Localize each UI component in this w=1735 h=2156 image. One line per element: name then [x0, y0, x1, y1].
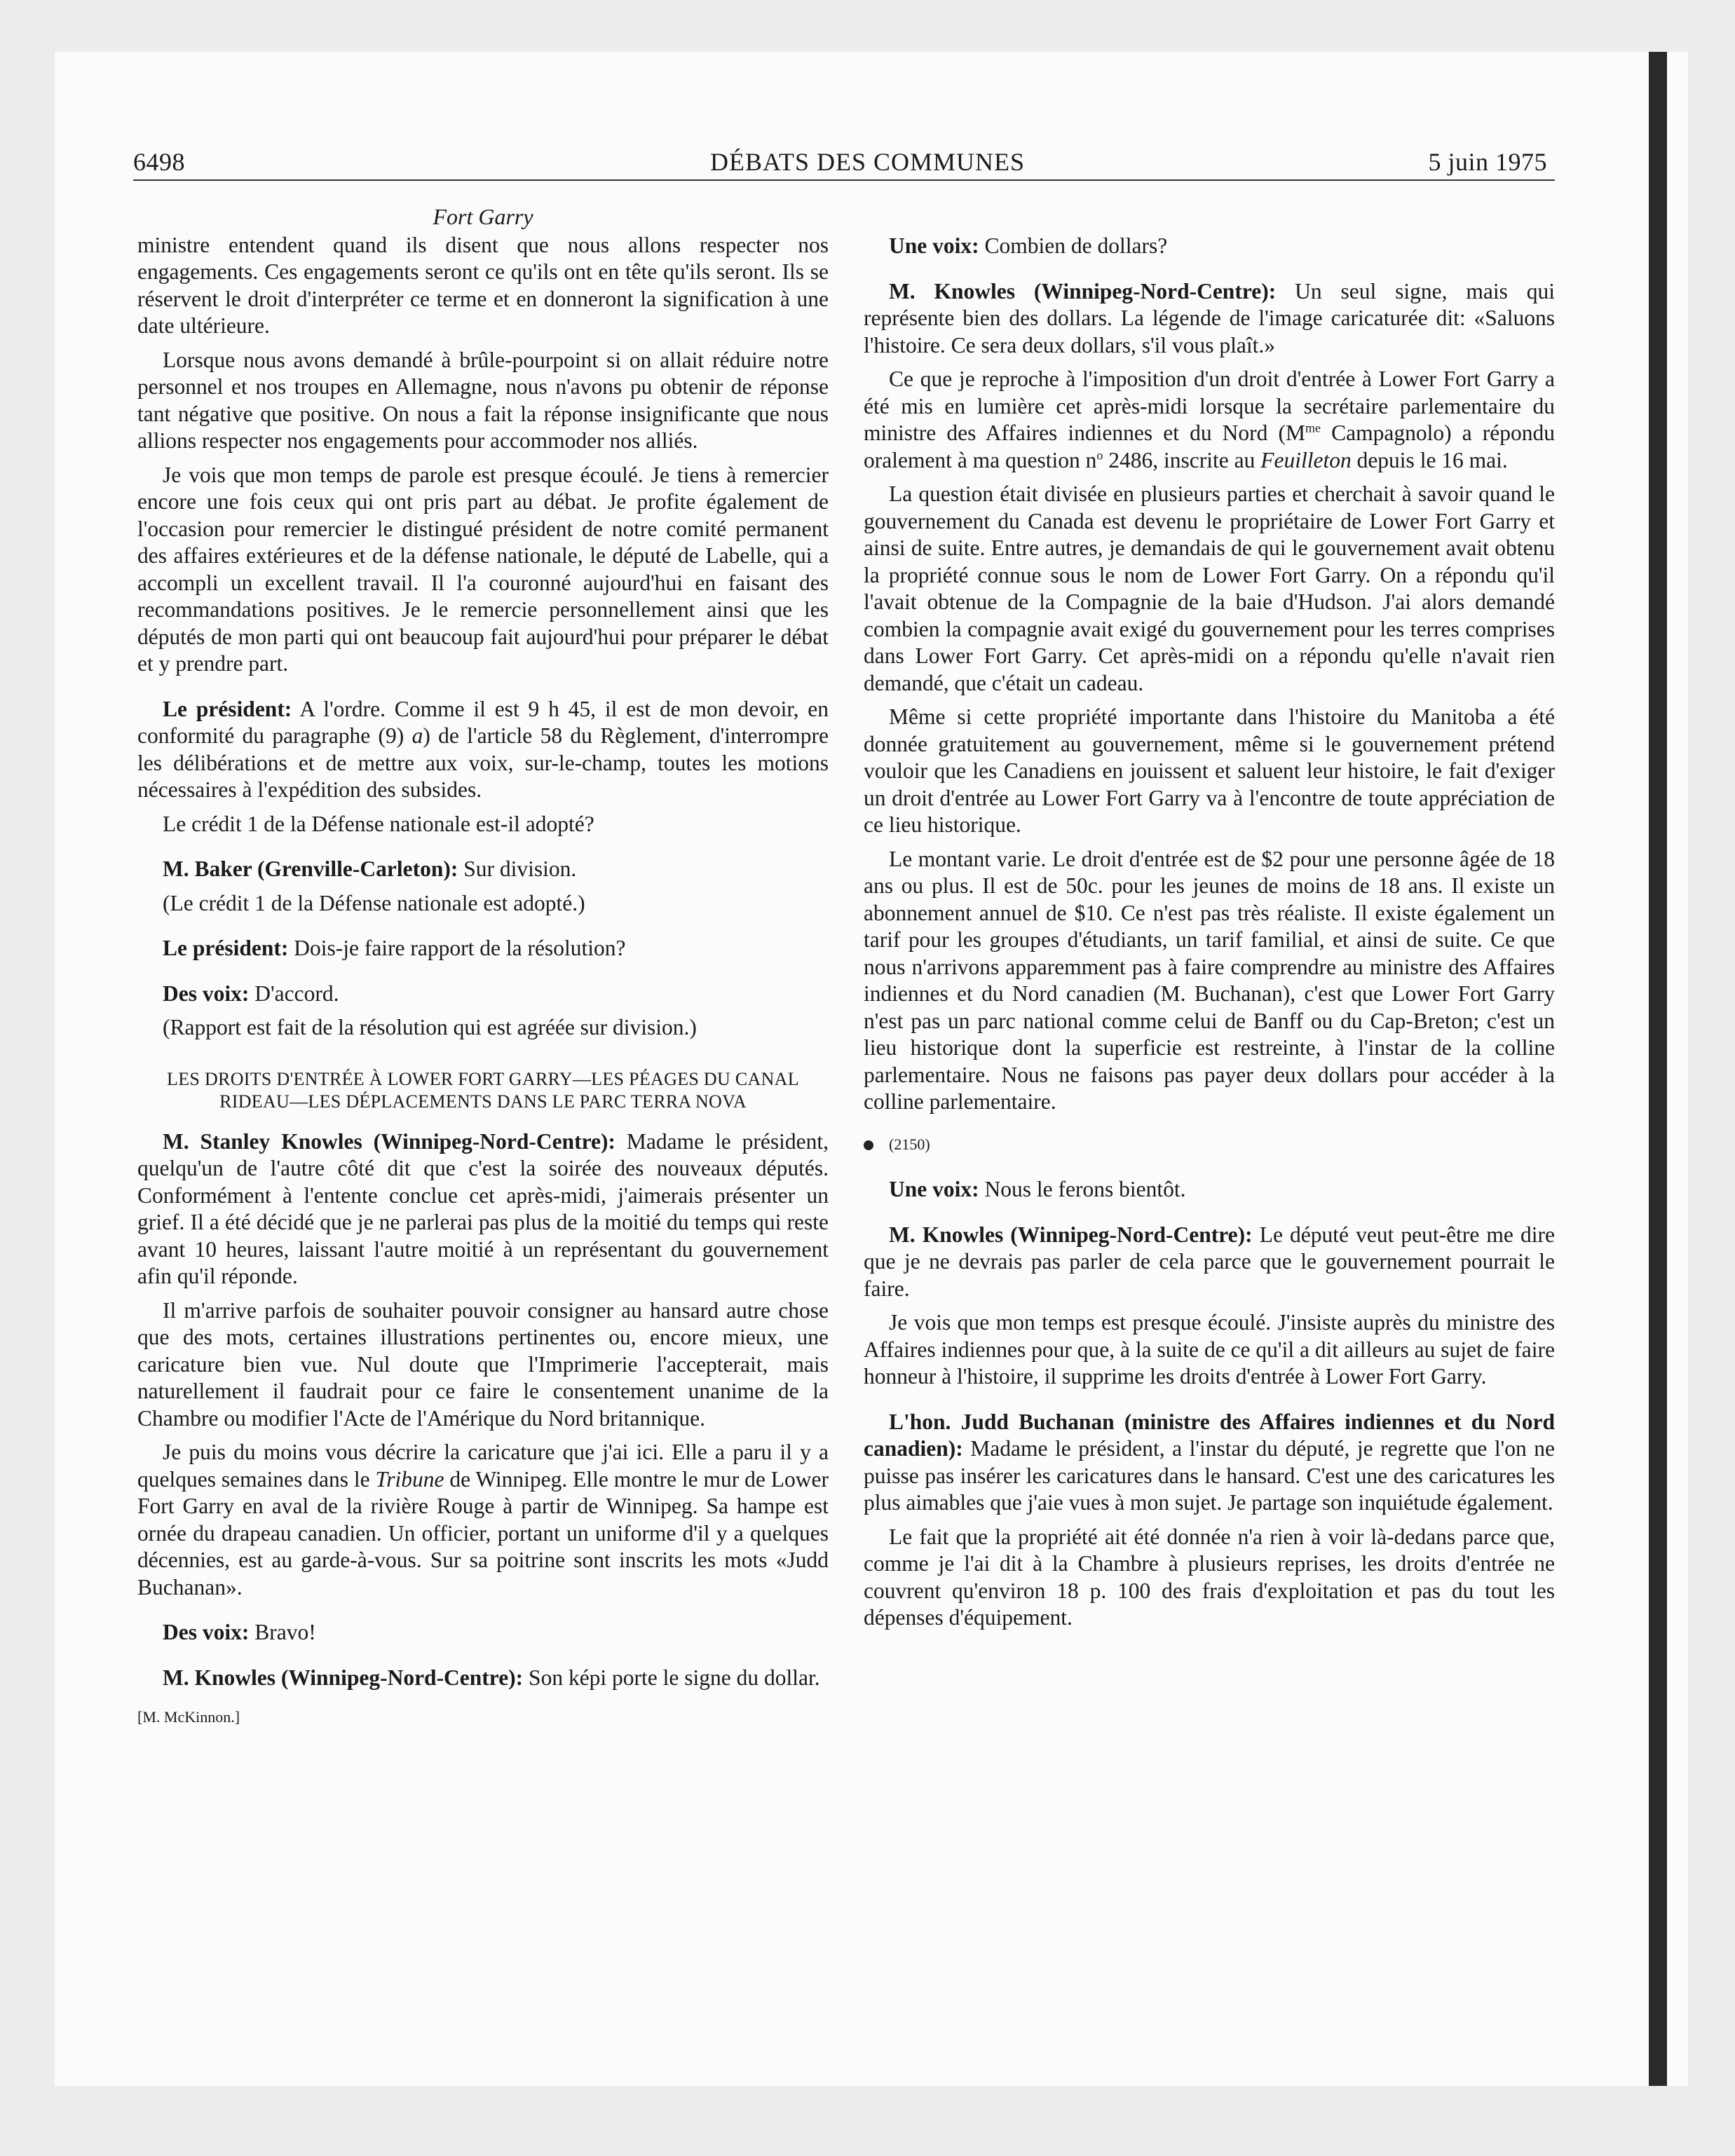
speech-paragraph: [137, 856, 829, 883]
paragraph-text: Je puis du moins vous décrire la caricature que j'ai ici. Elle a paru il y a quelques semaines dans le: [137, 1440, 829, 1492]
speaker-name: M. Knowles (Winnipeg-Nord-Centre):: [163, 1665, 524, 1690]
speaker-name: L'hon. Judd Buchanan (ministre des Affaires indiennes et du Nord canadien):: [864, 1409, 1555, 1461]
speech-paragraph: [137, 981, 829, 1008]
speech-text: Nous le ferons bientôt.: [979, 1177, 1186, 1201]
speech-text: Dois-je faire rapport de la résolution?: [288, 936, 626, 960]
speech-text: Combien de dollars?: [979, 233, 1168, 258]
speech-text: Un seul signe, mais qui représente bien des dollars. La légende de l'image caricaturée dit: «Saluons l'histoire. Ce sera deux dollars, s'il vous plaît.»: [864, 278, 1555, 357]
speaker-name: M. Stanley Knowles (Winnipeg-Nord-Centre):: [163, 1128, 615, 1154]
speech-paragraph: [864, 1176, 1555, 1203]
speech-paragraph: [864, 233, 1555, 260]
paragraph: ministre entendent quand ils disent que nous allons respecter nos engagements. Ces engagements seront ce qu'ils ont en tête qu'ils seront. Ils se réservent le droit d'interpréter ce terme et en donneront la signification à une date ultérieure.: [137, 232, 829, 338]
page-number: 6498: [133, 148, 185, 176]
speech-text: D'accord.: [249, 981, 339, 1006]
paragraph-text: Ce que je reproche à l'imposition d'un droit d'entrée à Lower Fort Garry a été mis en lumière cet après-midi lorsque la secrétaire parlementaire du ministre des Affaires indiennes et du Nord (M: [864, 367, 1555, 445]
speech-text: Sur division.: [458, 857, 577, 881]
speech-paragraph: [864, 1222, 1555, 1303]
speech-text: Madame le président, a l'instar du député, je regrette que l'on ne puisse pas insérer les caricatures dans le hansard. C'est une des caricatures les plus aimables que j'aie vues à mon sujet. Je partage son inquiétude également.: [864, 1436, 1555, 1515]
speech-paragraph: [864, 278, 1555, 360]
superscript: o: [1096, 448, 1103, 462]
speaker-name: M. Knowles (Winnipeg-Nord-Centre):: [889, 1222, 1253, 1247]
speaker-name: Une voix:: [889, 1177, 979, 1201]
page-date: 5 juin 1975: [1428, 148, 1547, 176]
paragraph: Je vois que mon temps de parole est presque écoulé. Je tiens à remercier encore une fois ceux qui ont pris part au débat. Je profite également de l'occasion pour remercier le distingué président de notre comité permanent des affaires extérieures et de la défense nationale, le député de Labelle, qui a accompli un excellent travail. Il l'a couronné aujourd'hui en faisant des recommandations positives. Je le remercie personnellement ainsi que les députés de mon parti qui ont beaucoup fait aujourd'hui pour préparer le débat et y prendre part.: [137, 462, 829, 676]
speech-text: Bravo!: [249, 1620, 316, 1644]
speech-text: Son képi porte le signe du dollar.: [523, 1665, 820, 1690]
paragraph: (Le crédit 1 de la Défense nationale est adopté.): [163, 890, 585, 915]
paragraph-text: depuis le 16 mai.: [1351, 447, 1508, 472]
scan-edge-shadow: [1649, 52, 1667, 2086]
paragraph-text: 2486, inscrite au: [1103, 447, 1261, 472]
paragraph: Le crédit 1 de la Défense nationale est-il adopté?: [163, 811, 594, 836]
publication-title: Feuilleton: [1260, 447, 1352, 472]
paragraph: Je vois que mon temps est presque écoulé. J'insiste auprès du ministre des Affaires indiennes pour que, à la suite de ce qu'il a dit ailleurs au sujet de faire honneur à l'histoire, il supprime les droits d'entrée à Lower Fort Garry.: [864, 1310, 1555, 1389]
header-rule: [133, 179, 1555, 181]
left-column: [137, 203, 829, 1731]
paragraph: (Rapport est fait de la résolution qui est agréée sur division.): [163, 1015, 697, 1039]
speaker-name: M. Baker (Grenville-Carleton):: [163, 857, 458, 881]
speech-text: Le député veut peut-être me dire que je ne devrais pas parler de cela parce que le gouvernement pourrait le faire.: [864, 1222, 1555, 1301]
paragraph: Le fait que la propriété ait été donnée n'a rien à voir là-dedans parce que, comme je l'ai dit à la Chambre à plusieurs reprises, les droits d'entrée ne couvrent qu'environ 18 p. 100 des frais d'exploitation et pas du tout les dépenses d'équipement.: [864, 1524, 1555, 1630]
speech-text: Madame le président, quelqu'un de l'autre côté dit que c'est la soirée des nouveaux députés. Conformément à l'entente conclue cet après-midi, j'aimerais présenter un grief. Il a été décidé que je ne parlerai pas plus de la moitié du temps qui reste avant 10 heures, laissant l'autre moitié à un représentant du gouvernement afin qu'il réponde.: [137, 1128, 829, 1288]
speaker-name: Des voix:: [163, 981, 250, 1006]
paragraph: Lorsque nous avons demandé à brûle-pourpoint si on allait réduire notre personnel et nos troupes en Allemagne, nous n'avons pu obtenir de réponse tant négative que positive. On nous a fait la réponse insignificante que nous allions respecter nos engagements pour accommoder nos alliés.: [137, 347, 829, 453]
superscript: me: [1305, 421, 1321, 435]
speech-paragraph: [137, 696, 829, 804]
speaker-name: Le président:: [163, 696, 292, 721]
speech-text: A l'ordre. Comme il est 9 h 45, il est de mon devoir, en conformité du paragraphe (9): [137, 696, 829, 748]
paragraph: Même si cette propriété importante dans l'histoire du Manitoba a été donnée gratuitement au gouvernement, même si le gouvernement prétend vouloir que les Canadiens en jouissent et saluent leur histoire, le fait d'exiger un droit d'entrée au Lower Fort Garry va à l'encontre de toute appréciation de ce lieu historique.: [864, 704, 1555, 837]
speech-text: ) de l'article 58 du Règlement, d'interrompre les délibérations et de mettre aux voix, sur-le-champ, toutes les motions nécessaires à l'expédition des subsides.: [137, 723, 829, 802]
paragraph-text: de Winnipeg. Elle montre le mur de Lower Fort Garry en aval de la rivière Rouge à partir de Winnipeg. Sa hampe est ornée du drapeau canadien. Un officier, portant un uniforme d'il y a quelques décennies, est au garde-à-vous. Sur sa poitrine sont inscrits les mots «Judd Buchanan».: [137, 1466, 829, 1599]
paragraph-text: Campagnolo) a répondu oralement à ma question n: [864, 421, 1555, 472]
speech-paragraph: [137, 1665, 829, 1692]
bullet-icon: [864, 1140, 873, 1150]
speaker-name: Une voix:: [889, 233, 979, 258]
speaker-footnote: [M. McKinnon.]: [137, 1708, 240, 1726]
running-head: Fort Garry: [433, 204, 533, 229]
time-label: (2150): [889, 1135, 930, 1153]
paragraph: Le montant varie. Le droit d'entrée est de $2 pour une personne âgée de 18 ans ou plus. Il est de 50c. pour les jeunes de moins de 18 ans. Il existe un abonnement annuel de $10. Ce n'est pas très réaliste. Il existe également un tarif pour les groupes d'étudiants, un tarif familial, et ainsi de suite. Ce que nous n'arrivons apparemment pas à faire comprendre au ministre des Affaires indiennes et du Nord canadien (M. Buchanan), c'est que Lower Fort Garry n'est pas un parc national comme celui de Banff ou du Cap-Breton; c'est un lieu historique dont la superficie est restreinte, à l'instar de la colline parlementaire. Nous ne faisons pas payer deux dollars pour accéder à la colline parlementaire.: [864, 846, 1555, 1114]
speech-paragraph: [137, 1619, 829, 1646]
speech-paragraph: [137, 935, 829, 962]
speaker-name: M. Knowles (Winnipeg-Nord-Centre):: [889, 278, 1277, 303]
speaker-name: Des voix:: [163, 1620, 250, 1644]
speech-paragraph: [864, 1409, 1555, 1517]
paragraph: [864, 366, 1555, 474]
journal-title: DÉBATS DES COMMUNES: [709, 148, 1026, 176]
right-column: [864, 203, 1555, 1639]
time-marker: [864, 1131, 1555, 1159]
paragraph: La question était divisée en plusieurs parties et cherchait à savoir quand le gouvernement du Canada est devenu le propriétaire de Lower Fort Garry et ainsi de suite. Entre autres, je demandais de qui le gouvernement avait obtenu la propriété connue sous le nom de Lower Fort Garry. On a répondu qu'il l'avait obtenue de la Compagnie de la baie d'Hudson. J'ai alors demandé combien la compagnie avait exigé du gouvernement pour les terres comprises dans Lower Fort Garry. Cet après-midi on a répondu qu'elle n'avait rien demandé, que c'était un cadeau.: [864, 482, 1555, 695]
paragraph: [137, 1439, 829, 1601]
speech-paragraph: [137, 1128, 829, 1290]
speaker-name: Le président:: [163, 936, 289, 960]
paragraph: Il m'arrive parfois de souhaiter pouvoir consigner au hansard autre chose que des mots, certaines illustrations pertinentes ou, encore mieux, une caricature bien vue. Nul doute que l'Imprimerie l'accepterait, mais naturellement il faudrait pour ce faire le consentement unanime de la Chambre ou modifier l'Acte de l'Amérique du Nord britannique.: [137, 1297, 829, 1431]
newspaper-title: Tribune: [375, 1466, 444, 1492]
section-heading: LES DROITS D'ENTRÉE À LOWER FORT GARRY—LES PÉAGES DU CANAL RIDEAU—LES DÉPLACEMENTS DANS LE PARC TERRA NOVA: [167, 1068, 799, 1112]
speech-text-italic: a: [411, 723, 423, 748]
